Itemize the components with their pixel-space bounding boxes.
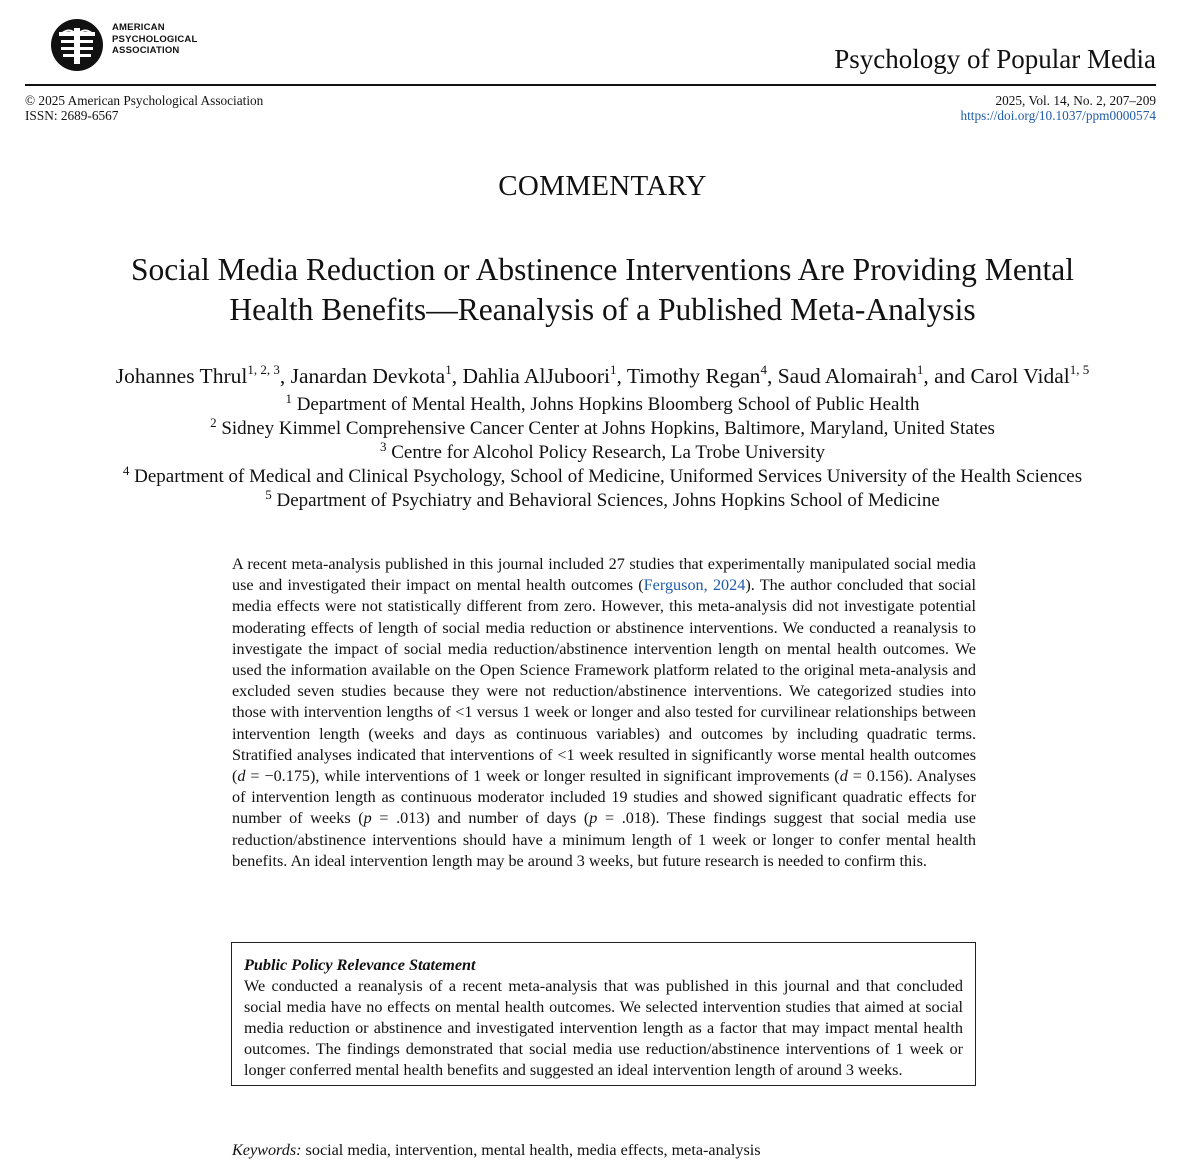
affiliation: $^2$ Sidney Kimmel Comprehensive Cancer Center at Johns Hopkins, Baltimore, Maryland, United States (210, 415, 995, 439)
author: Carol Vidal$^{1, 5}$ (970, 362, 1090, 388)
policy-text: We conducted a reanalysis of a recent meta-analysis that was published in this journal and that concluded social media have no effects on mental health outcomes. We selected intervention studies that aimed at social media reduction or abstinence and investigated intervention length as a factor that may impact mental health outcomes. The findings demonstrated that social media use reduction/abstinence interventions of 1 week or longer conferred mental health benefits and suggested an ideal intervention length of around 3 weeks. (244, 977, 963, 1079)
author: Janardan Devkota$^1$, (290, 362, 463, 388)
affiliation-list (40, 393, 1165, 513)
copyright: © 2025 American Psychological Association (25, 93, 264, 108)
keywords-text: social media, intervention, mental health, media effects, meta-analysis (305, 1141, 761, 1159)
affiliation: $^4$ Department of Medical and Clinical Psychology, School of Medicine, Uniformed Services University of the Health Sciences (122, 463, 1083, 487)
title-line: Health Benefits—Reanalysis of a Published Meta-Analysis (229, 292, 976, 327)
author: Johannes Thrul$^{1, 2, 3}$, (115, 362, 291, 388)
affiliation: $^3$ Centre for Alcohol Policy Research, La Trobe University (379, 439, 825, 463)
citation: 2025, Vol. 14, No. 2, 207–209 (995, 93, 1156, 108)
policy-statement-box (231, 942, 976, 1086)
author: Timothy Regan$^4$, (626, 362, 778, 388)
keywords (232, 1141, 761, 1160)
header-rule (25, 84, 1156, 86)
author: Dahlia AlJuboori$^1$, (462, 362, 627, 388)
keywords-label: Keywords: (232, 1141, 302, 1159)
meta-left (25, 93, 263, 123)
publisher-line: PSYCHOLOGICAL (112, 33, 198, 45)
abstract: A recent meta-analysis published in this journal included 27 studies that experimentally manipulated social media use and investigated their impact on mental health outcomes (Ferguson, 2024). The author concluded that social media effects were not statistically different from zero. However, this meta-analysis did not investigate potential moderating effects of length of social media reduction or abstinence interventions. We conducted a reanalysis to investigate the impact of social media reduction/abstinence intervention length on mental health outcomes. We used the information available on the Open Science Framework platform related to the original meta-analysis and excluded seven studies because they were not reduction/abstinence interventions. We categorized studies into those with intervention lengths of <1 versus 1 week or longer and also tested for curvilinear relationships between intervention length (weeks and days as continuous variables) and outcomes by including quadratic terms. Stratified analyses indicated that interventions of <1 week resulted in significantly worse mental health outcomes (d = −0.175), while interventions of 1 week or longer resulted in significant improvements (d = 0.156). Analyses of intervention length as continuous moderator included 19 studies and showed significant quadratic effects for number of weeks (p = .013) and number of days (p = .018). These findings suggest that social media use reduction/abstinence interventions should have a minimum length of 1 week or longer to confer mental health benefits. An ideal intervention length may be around 3 weeks, but future research is needed to confirm this. (232, 555, 976, 870)
reference-link[interactable]: Ferguson, 2024 (643, 576, 746, 595)
publisher-line: ASSOCIATION (112, 45, 180, 56)
publisher-name (112, 22, 197, 57)
publisher-line: AMERICAN (112, 22, 165, 33)
journal-title: Psychology of Popular Media (834, 44, 1156, 74)
doi-link[interactable]: https://doi.org/10.1037/ppm0000574 (960, 108, 1156, 123)
affiliation: $^1$ Department of Mental Health, Johns Hopkins Bloomberg School of Public Health (285, 391, 920, 415)
author: Saud Alomairah$^1$, and (777, 362, 971, 388)
affiliation: $^5$ Department of Psychiatry and Behavioral Sciences, Johns Hopkins School of Medicine (265, 487, 940, 511)
meta-right (960, 93, 1156, 123)
title-line: Social Media Reduction or Abstinence Interventions Are Providing Mental (130, 252, 1075, 287)
author-list (40, 364, 1165, 389)
section-label: COMMENTARY (498, 170, 707, 202)
article-title (40, 250, 1165, 330)
issn: ISSN: 2689-6567 (25, 108, 119, 123)
policy-heading: Public Policy Relevance Statement (244, 956, 476, 974)
